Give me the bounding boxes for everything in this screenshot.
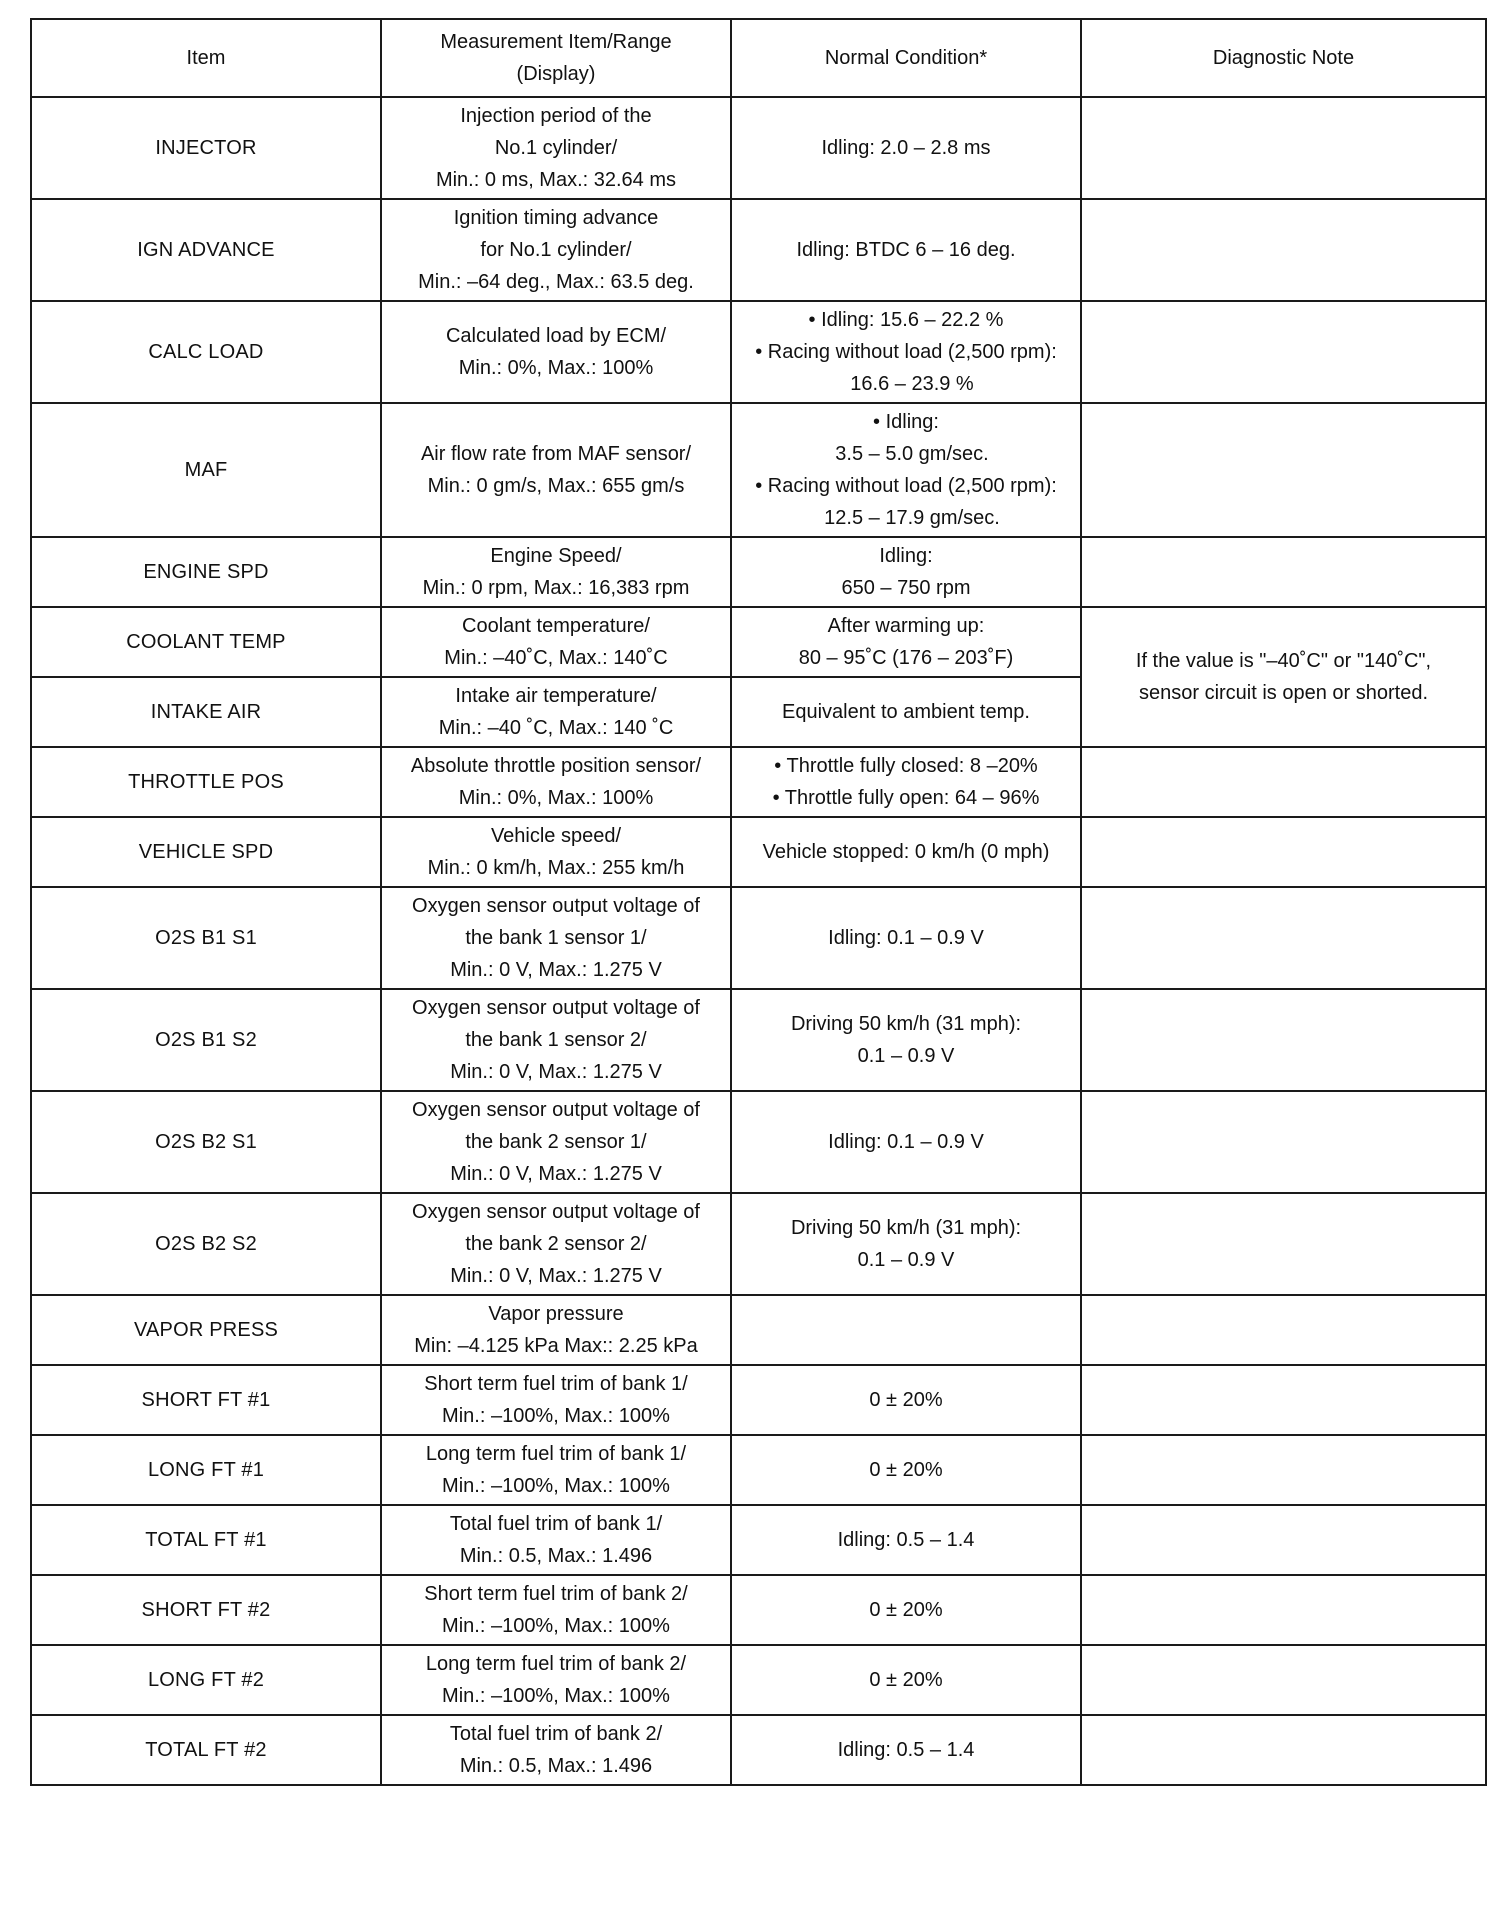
normal-condition-cell [731, 1365, 1081, 1435]
diagnostic-note-cell [1081, 537, 1486, 607]
range-line: Min.: –100%, Max.: 100% [442, 1685, 670, 1707]
range-line: Min: –4.125 kPa Max:: 2.25 kPa [414, 1335, 698, 1357]
normal-condition-line: • Idling: 15.6 – 22.2 % [808, 309, 1004, 331]
range-line: Engine Speed/ [490, 545, 622, 567]
diagnostic-note-cell [1081, 747, 1486, 817]
normal-condition-line: 16.6 – 23.9 % [850, 373, 974, 395]
range-cell [381, 1505, 731, 1575]
range-cell [381, 607, 731, 677]
diagnostic-data-table [30, 18, 1487, 1786]
range-line: Min.: 0.5, Max.: 1.496 [459, 1755, 653, 1777]
normal-condition-cell [731, 677, 1081, 747]
range-line: Total fuel trim of bank 2/ [449, 1723, 663, 1745]
range-line: Injection period of the [460, 105, 652, 127]
diagnostic-note-cell [1081, 301, 1486, 403]
range-cell [381, 1435, 731, 1505]
table-row [31, 537, 1486, 607]
range-cell [381, 403, 731, 537]
header-item: Item [31, 19, 381, 97]
item-cell: O2S B1 S1 [31, 887, 381, 989]
normal-condition-cell [731, 199, 1081, 301]
range-cell [381, 537, 731, 607]
item-cell: TOTAL FT #2 [31, 1715, 381, 1785]
item-cell: LONG FT #1 [31, 1435, 381, 1505]
normal-condition-cell [731, 989, 1081, 1091]
normal-condition-cell [731, 1295, 1081, 1365]
range-line: Min.: 0 V, Max.: 1.275 V [450, 1163, 662, 1185]
item-cell: THROTTLE POS [31, 747, 381, 817]
range-cell [381, 677, 731, 747]
normal-condition-cell [731, 403, 1081, 537]
normal-condition-cell [731, 887, 1081, 989]
normal-condition-line: Idling: 0.1 – 0.9 V [828, 1131, 984, 1153]
table-row [31, 1505, 1486, 1575]
range-line: Long term fuel trim of bank 1/ [425, 1443, 687, 1465]
table-row [31, 1645, 1486, 1715]
range-line: Min.: –100%, Max.: 100% [442, 1475, 670, 1497]
normal-condition-line: Equivalent to ambient temp. [782, 701, 1030, 723]
diagnostic-note-cell [1081, 1505, 1486, 1575]
range-line: Absolute throttle position sensor/ [410, 755, 702, 777]
normal-condition-line: Idling: BTDC 6 – 16 deg. [796, 239, 1016, 261]
normal-condition-cell [731, 1575, 1081, 1645]
range-cell [381, 1575, 731, 1645]
diagnostic-note-cell [1081, 1365, 1486, 1435]
normal-condition-line: Idling: 2.0 – 2.8 ms [821, 137, 991, 159]
range-line: Air flow rate from MAF sensor/ [420, 443, 692, 465]
range-line: Coolant temperature/ [462, 615, 650, 637]
table-row [31, 403, 1486, 537]
range-cell [381, 1645, 731, 1715]
normal-condition-line: Idling: 0.1 – 0.9 V [828, 927, 984, 949]
header-measurement-line-1: Measurement Item/Range [440, 31, 672, 53]
normal-condition-line: 3.5 – 5.0 gm/sec. [835, 443, 989, 465]
normal-condition-line: • Racing without load (2,500 rpm): [755, 341, 1057, 363]
normal-condition-cell [731, 537, 1081, 607]
normal-condition-cell [731, 1193, 1081, 1295]
table-row [31, 989, 1486, 1091]
table-row [31, 817, 1486, 887]
normal-condition-cell [731, 817, 1081, 887]
item-cell: MAF [31, 403, 381, 537]
item-cell: COOLANT TEMP [31, 607, 381, 677]
normal-condition-line: Idling: [879, 545, 933, 567]
range-line: the bank 2 sensor 1/ [465, 1131, 647, 1153]
normal-condition-line: Idling: 0.5 – 1.4 [837, 1739, 975, 1761]
range-line: Short term fuel trim of bank 1/ [424, 1373, 688, 1395]
range-line: Min.: 0 V, Max.: 1.275 V [450, 959, 662, 981]
normal-condition-cell [731, 1715, 1081, 1785]
item-cell: SHORT FT #1 [31, 1365, 381, 1435]
range-cell [381, 887, 731, 989]
normal-condition-cell [731, 1091, 1081, 1193]
table-row [31, 1575, 1486, 1645]
range-line: Min.: 0 gm/s, Max.: 655 gm/s [427, 475, 685, 497]
range-cell [381, 97, 731, 199]
diagnostic-note-cell [1081, 887, 1486, 989]
item-cell: O2S B1 S2 [31, 989, 381, 1091]
range-line: Min.: –64 deg., Max.: 63.5 deg. [418, 271, 694, 293]
range-line: Min.: –100%, Max.: 100% [442, 1405, 670, 1427]
range-cell [381, 301, 731, 403]
range-cell [381, 989, 731, 1091]
range-line: Min.: –100%, Max.: 100% [442, 1615, 670, 1637]
diagnostic-note-cell [1081, 1645, 1486, 1715]
diagnostic-note-line: If the value is "–40˚C" or "140˚C", [1135, 650, 1432, 672]
table-row [31, 1435, 1486, 1505]
header-row [31, 19, 1486, 97]
normal-condition-line: 80 – 95˚C (176 – 203˚F) [798, 647, 1014, 669]
range-line: Oxygen sensor output voltage of [412, 895, 700, 917]
range-line: for No.1 cylinder/ [480, 239, 632, 261]
diagnostic-note-cell [1081, 97, 1486, 199]
diagnostic-note-cell [1081, 1575, 1486, 1645]
range-line: Ignition timing advance [453, 207, 659, 229]
normal-condition-line: 12.5 – 17.9 gm/sec. [824, 507, 1000, 529]
header-diagnostic-note: Diagnostic Note [1081, 19, 1486, 97]
header-normal-condition: Normal Condition* [731, 19, 1081, 97]
range-cell [381, 1295, 731, 1365]
table-row [31, 1091, 1486, 1193]
diagnostic-note-cell [1081, 403, 1486, 537]
item-cell: O2S B2 S1 [31, 1091, 381, 1193]
range-line: Total fuel trim of bank 1/ [449, 1513, 663, 1535]
range-line: No.1 cylinder/ [494, 137, 618, 159]
range-cell [381, 1715, 731, 1785]
table-row [31, 1295, 1486, 1365]
item-cell: INTAKE AIR [31, 677, 381, 747]
diagnostic-note-line: sensor circuit is open or shorted. [1138, 682, 1429, 704]
table-row [31, 199, 1486, 301]
range-line: the bank 1 sensor 2/ [465, 1029, 647, 1051]
range-line: Min.: –40 ˚C, Max.: 140 ˚C [438, 717, 674, 739]
range-line: Min.: 0.5, Max.: 1.496 [459, 1545, 653, 1567]
diagnostic-note-cell [1081, 1193, 1486, 1295]
diagnostic-note-cell [1081, 1091, 1486, 1193]
item-cell: INJECTOR [31, 97, 381, 199]
table-row [31, 1365, 1486, 1435]
range-line: Min.: 0 V, Max.: 1.275 V [450, 1265, 662, 1287]
normal-condition-line: • Idling: [873, 411, 939, 433]
item-cell: O2S B2 S2 [31, 1193, 381, 1295]
range-line: Intake air temperature/ [455, 685, 657, 707]
normal-condition-line: • Throttle fully closed: 8 –20% [774, 755, 1038, 777]
table-row [31, 97, 1486, 199]
diagnostic-note-cell [1081, 1295, 1486, 1365]
normal-condition-line: 0 ± 20% [869, 1599, 943, 1621]
range-line: Calculated load by ECM/ [445, 325, 667, 347]
range-line: Min.: 0%, Max.: 100% [458, 357, 654, 379]
normal-condition-line: 0 ± 20% [869, 1389, 943, 1411]
normal-condition-line: 0 ± 20% [869, 1669, 943, 1691]
normal-condition-cell [731, 97, 1081, 199]
normal-condition-line: Driving 50 km/h (31 mph): [790, 1013, 1022, 1035]
table-row [31, 1715, 1486, 1785]
range-cell [381, 1091, 731, 1193]
range-line: Vehicle speed/ [490, 825, 622, 847]
normal-condition-cell [731, 1645, 1081, 1715]
diagnostic-note-cell [1081, 989, 1486, 1091]
normal-condition-line: Vehicle stopped: 0 km/h (0 mph) [762, 841, 1050, 863]
normal-condition-line: 0.1 – 0.9 V [857, 1045, 955, 1067]
normal-condition-line: 0 ± 20% [869, 1459, 943, 1481]
header-measurement [381, 19, 731, 97]
range-line: the bank 2 sensor 2/ [465, 1233, 647, 1255]
normal-condition-line: Idling: 0.5 – 1.4 [837, 1529, 975, 1551]
range-line: the bank 1 sensor 1/ [465, 927, 647, 949]
range-line: Short term fuel trim of bank 2/ [424, 1583, 688, 1605]
normal-condition-cell [731, 607, 1081, 677]
range-line: Long term fuel trim of bank 2/ [425, 1653, 687, 1675]
normal-condition-line: 0.1 – 0.9 V [857, 1249, 955, 1271]
range-line: Min.: –40˚C, Max.: 140˚C [444, 647, 668, 669]
normal-condition-line: After warming up: [827, 615, 985, 637]
normal-condition-cell [731, 747, 1081, 817]
range-cell [381, 1365, 731, 1435]
item-cell: SHORT FT #2 [31, 1575, 381, 1645]
table-row [31, 747, 1486, 817]
normal-condition-line: 650 – 750 rpm [841, 577, 971, 599]
range-cell [381, 1193, 731, 1295]
diagnostic-note-cell [1081, 1435, 1486, 1505]
normal-condition-line: • Racing without load (2,500 rpm): [755, 475, 1057, 497]
normal-condition-cell [731, 1505, 1081, 1575]
range-line: Min.: 0 km/h, Max.: 255 km/h [427, 857, 685, 879]
range-line: Vapor pressure [488, 1303, 624, 1325]
normal-condition-cell [731, 301, 1081, 403]
item-cell: LONG FT #2 [31, 1645, 381, 1715]
item-cell: VAPOR PRESS [31, 1295, 381, 1365]
table-row [31, 1193, 1486, 1295]
range-line: Oxygen sensor output voltage of [412, 1201, 700, 1223]
item-cell: IGN ADVANCE [31, 199, 381, 301]
normal-condition-line: Driving 50 km/h (31 mph): [790, 1217, 1022, 1239]
diagnostic-note-cell [1081, 817, 1486, 887]
diagnostic-note-cell [1081, 607, 1486, 747]
diagnostic-note-cell [1081, 1715, 1486, 1785]
range-line: Min.: 0 V, Max.: 1.275 V [450, 1061, 662, 1083]
item-cell: VEHICLE SPD [31, 817, 381, 887]
table-row [31, 887, 1486, 989]
range-line: Oxygen sensor output voltage of [412, 1099, 700, 1121]
range-cell [381, 199, 731, 301]
range-line: Min.: 0 rpm, Max.: 16,383 rpm [422, 577, 690, 599]
range-cell [381, 817, 731, 887]
range-line: Min.: 0%, Max.: 100% [458, 787, 654, 809]
header-measurement-line-2: (Display) [516, 63, 596, 85]
diagnostic-note-cell [1081, 199, 1486, 301]
range-cell [381, 747, 731, 817]
range-line: Min.: 0 ms, Max.: 32.64 ms [435, 169, 677, 191]
item-cell: CALC LOAD [31, 301, 381, 403]
item-cell: TOTAL FT #1 [31, 1505, 381, 1575]
normal-condition-line: • Throttle fully open: 64 – 96% [772, 787, 1040, 809]
range-line: Oxygen sensor output voltage of [412, 997, 700, 1019]
normal-condition-cell [731, 1435, 1081, 1505]
item-cell: ENGINE SPD [31, 537, 381, 607]
table-row [31, 301, 1486, 403]
table-row [31, 607, 1486, 677]
